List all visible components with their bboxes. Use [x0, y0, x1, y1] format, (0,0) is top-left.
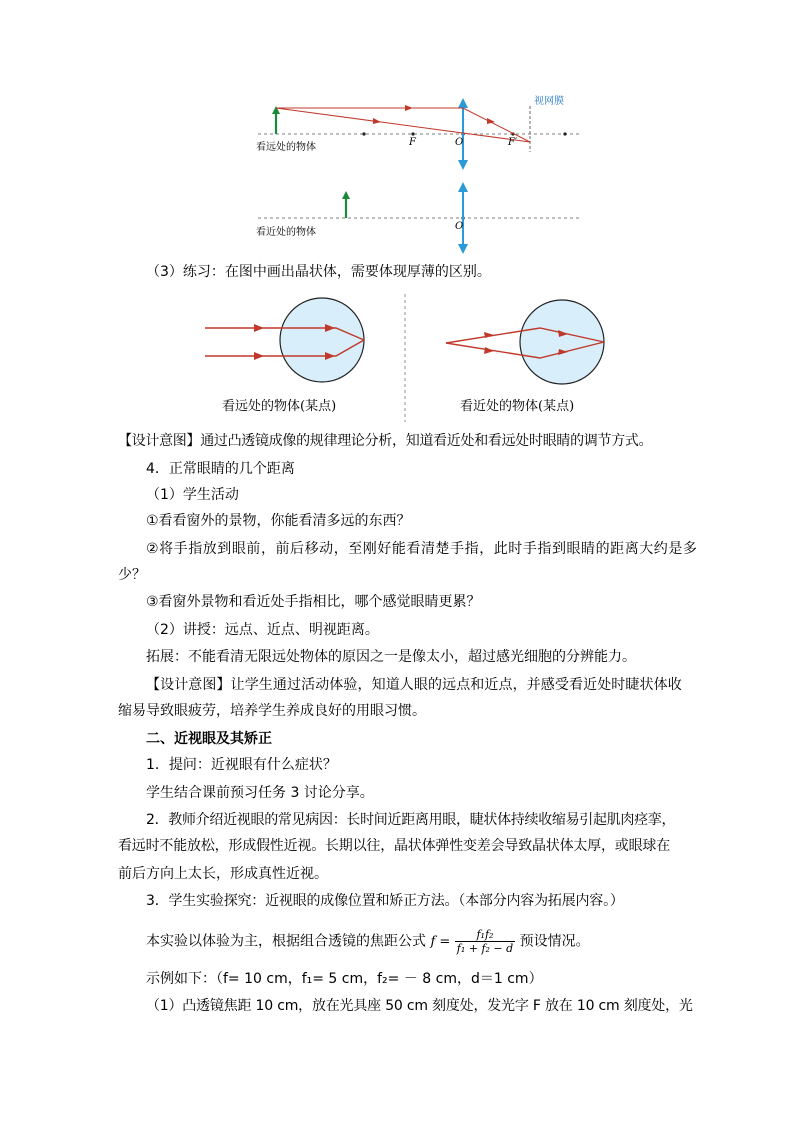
eye-caption-far: 看远处的物体(某点): [222, 399, 337, 414]
retina-label: 视网膜: [534, 96, 564, 107]
paragraph: 前后方向上太长，形成真性近视。: [118, 866, 328, 882]
design-intent-2: 【设计意图】让学生通过活动体验，知道人眼的远点和近点，并感受看近处时睫状体收: [146, 677, 682, 693]
formula-denominator: f₁ + f₂ − d: [456, 942, 514, 955]
exercise-text: （3）练习：在图中画出晶状体，需要体现厚薄的区别。: [146, 264, 491, 280]
focal-point-f: [411, 132, 414, 135]
paragraph: 3．学生实验探究：近视眼的成像位置和矫正方法。（本部分内容为拓展内容。）: [146, 893, 624, 909]
o-label: O: [455, 137, 464, 148]
far-point-2f-right: [563, 132, 566, 135]
paragraph: 少？: [118, 567, 146, 583]
paragraph: ②将手指放到眼前，前后移动，至刚好能看清楚手指，此时手指到眼睛的距离大约是多: [146, 541, 698, 557]
eye-ball-far: [280, 298, 364, 382]
example-params: 示例如下：（f= 10 cm，f₁= 5 cm，f₂= － 8 cm，d＝1 cm）: [146, 971, 543, 987]
focal-length-formula: [455, 928, 515, 955]
formula-outro: 预设情况。: [519, 933, 590, 950]
paragraph: （1）凸透镜焦距 10 cm，放在光具座 50 cm 刻度处，发光字 F 放在 10 cm 刻度处，光: [146, 998, 693, 1014]
far-object-label: 看远处的物体: [256, 142, 316, 153]
formula-f: f =: [430, 934, 451, 950]
paragraph: （2）讲授：远点、近点、明视距离。: [146, 622, 379, 638]
paragraph: 缩易导致眼疲劳，培养学生养成良好的用眼习惯。: [118, 703, 426, 719]
ray-center: [276, 108, 530, 142]
section-heading-4: 4．正常眼睛的几个距离: [146, 461, 295, 477]
f-prime-label: F′: [508, 137, 518, 148]
o2-label: O: [455, 221, 464, 232]
paragraph: （1）学生活动: [146, 487, 239, 503]
section-heading-2: 二、近视眼及其矫正: [146, 731, 272, 747]
f-label: F: [409, 137, 416, 148]
formula-line: [146, 928, 590, 955]
eye-caption-near: 看近处的物体(某点): [460, 399, 575, 414]
far-point-2f: [362, 132, 365, 135]
paragraph: 1．提问：近视眼有什么症状？: [146, 757, 337, 773]
eye-ball-near: [520, 300, 604, 384]
paragraph: ③看窗外景物和看近处手指相比，哪个感觉眼睛更累？: [146, 594, 481, 610]
design-intent-1: 【设计意图】通过凸透镜成像的规律理论分析，知道看近处和看远处时眼睛的调节方式。: [118, 433, 653, 449]
paragraph: 看远时不能放松，形成假性近视。长期以往，晶状体弹性变差会导致晶状体太厚，或眼球在: [118, 838, 670, 854]
paragraph: ①看看窗外的景物，你能看清多远的东西？: [146, 513, 411, 529]
paragraph: 学生结合课前预习任务 3 讨论分享。: [146, 785, 374, 801]
formula-numerator: f₁f₂: [455, 928, 515, 942]
paragraph: 拓展：不能看清无限远处物体的原因之一是像太小，超过感光细胞的分辨能力。: [146, 649, 636, 665]
formula-intro: 本实验以体验为主，根据组合透镜的焦距公式: [146, 933, 426, 950]
paragraph: 2．教师介绍近视眼的常见病因：长时间近距离用眼，睫状体持续收缩易引起肌肉痉挛，: [146, 812, 676, 828]
near-object-label: 看近处的物体: [256, 227, 316, 238]
